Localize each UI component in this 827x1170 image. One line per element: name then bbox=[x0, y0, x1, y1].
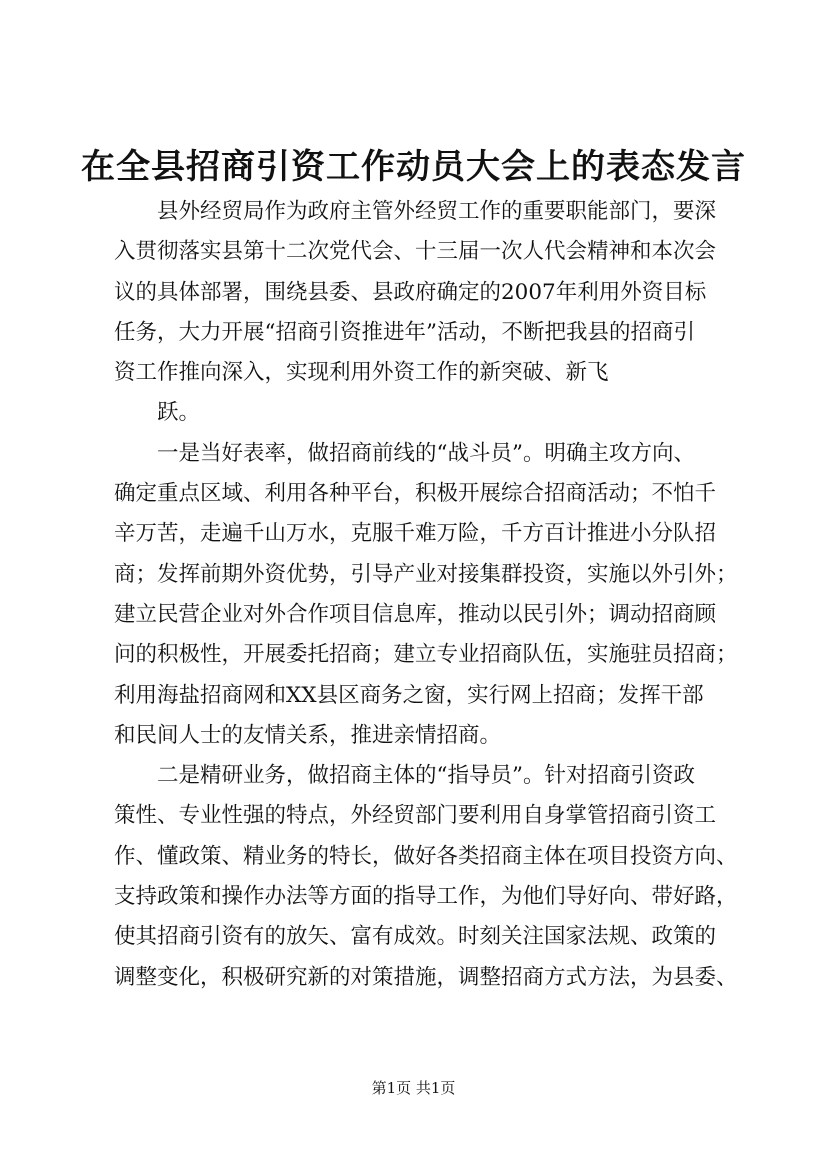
text-line: 问的积极性，开展委托招商；建立专业招商队伍，实施驻员招商； bbox=[114, 642, 738, 668]
text-line: 资工作推向深入，实现利用外资工作的新突破、新飞 bbox=[114, 360, 609, 386]
text-line: 使其招商引资有的放矢、富有成效。时刻关注国家法规、政策的 bbox=[114, 924, 717, 950]
text-line: 二是精研业务，做招商主体的“指导员”。针对招商引资政 bbox=[157, 763, 695, 789]
text-line: 辛万苦，走遍千山万水，克服千难万险，千方百计推进小分队招 bbox=[114, 521, 717, 547]
paragraph-point-one bbox=[114, 434, 738, 756]
text-line: 商；发挥前期外资优势，引导产业对接集群投资，实施以外引外； bbox=[114, 561, 738, 587]
text-line: 作、懂政策、精业务的特长，做好各类招商主体在项目投资方向、 bbox=[114, 843, 738, 869]
text-line: 一是当好表率，做招商前线的“战斗员”。明确主攻方向、 bbox=[157, 440, 695, 466]
text-line: 和民间人士的友情关系，推进亲情招商。 bbox=[114, 722, 502, 748]
paragraph-point-two bbox=[114, 756, 738, 998]
document-body bbox=[114, 192, 738, 998]
text-line: 建立民营企业对外合作项目信息库，推动以民引外；调动招商顾 bbox=[114, 601, 717, 627]
text-line: 议的具体部署，围绕县委、县政府确定的2007年利用外资目标 bbox=[114, 279, 707, 305]
text-line: 跃。 bbox=[157, 400, 201, 426]
paragraph-intro bbox=[114, 192, 726, 434]
text-line: 入贯彻落实县第十二次党代会、十三届一次人代会精神和本次会 bbox=[114, 239, 717, 265]
text-line: 利用海盐招商网和XX县区商务之窗，实行网上招商；发挥干部 bbox=[114, 682, 704, 708]
text-line: 确定重点区域、利用各种平台，积极开展综合招商活动；不怕千 bbox=[114, 481, 717, 507]
text-line: 县外经贸局作为政府主管外经贸工作的重要职能部门，要深 bbox=[157, 199, 717, 224]
document-title: 在全县招商引资工作动员大会上的表态发言 bbox=[81, 147, 746, 187]
page-footer: 第1页 共1页 bbox=[371, 1079, 456, 1097]
text-line: 策性、专业性强的特点，外经贸部门要利用自身掌管招商引资工 bbox=[114, 803, 717, 829]
text-line: 支持政策和操作办法等方面的指导工作，为他们导好向、带好路， bbox=[114, 884, 738, 910]
text-line: 调整变化，积极研究新的对策措施，调整招商方式方法，为县委、 bbox=[114, 964, 738, 990]
text-line: 任务，大力开展“招商引资推进年”活动，不断把我县的招商引 bbox=[114, 319, 695, 345]
